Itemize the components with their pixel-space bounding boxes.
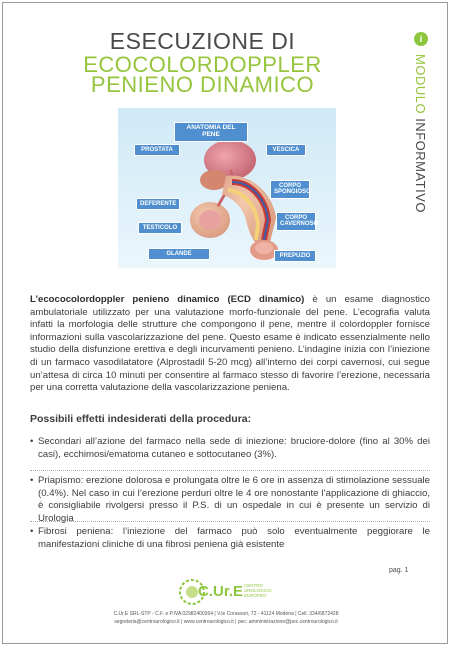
bullet-dot: • xyxy=(30,526,34,537)
footer-line-2: segreteria@centrourologico.it | www.centrourologico.it | pec: amministrazione@pec.centrourologico.it xyxy=(114,619,338,625)
effects-title: Possibili effetti indesiderati della procedura: xyxy=(30,413,252,425)
label-anatomia: ANATOMIA DEL PENE xyxy=(174,122,248,142)
info-icon: i xyxy=(414,32,428,46)
side-label-modulo: MODULO xyxy=(413,54,428,115)
label-vescica: VESCICA xyxy=(266,144,306,156)
effect-item xyxy=(30,475,430,525)
intro-bold-lead: L’ecococolordoppler penieno dinamico (ECD dinamico) xyxy=(30,294,305,305)
label-deferente: DEFERENTE xyxy=(136,198,180,210)
logo-sub xyxy=(244,583,272,598)
label-glande: GLANDE xyxy=(148,248,210,260)
cure-logo xyxy=(176,577,286,609)
label-testicolo: TESTICOLO xyxy=(138,222,182,234)
effect-item xyxy=(30,526,430,551)
effect-item-text: Secondari all’azione del farmaco nella sede di iniezione: bruciore-dolore (fino al 30% dei casi), ecchimosi/ematoma cutaneo e sottocutaneo (3%). xyxy=(38,436,430,460)
side-label-informativo: INFORMATIVO xyxy=(413,118,428,213)
divider xyxy=(30,470,430,471)
effect-item xyxy=(30,436,430,461)
effect-item-text: Priapismo: erezione dolorosa e prolungata oltre le 6 ore in assenza di stimolazione sessuale (0.4%). Nel caso in cui l’erezione perduri oltre le 4 ore nonostante l’applicazione di ghiaccio, è consigliabile rivolgersi presso il P.S. di un ospedale in cui è presente un servizio di Urologia xyxy=(38,475,430,524)
title-line-1: ESECUZIONE DI xyxy=(109,28,296,54)
divider xyxy=(30,521,430,522)
logo-sub-1: CENTRO xyxy=(244,583,263,588)
label-prostata: PROSTATA xyxy=(134,144,180,156)
footer-line-1: C.Ur.E SRL-STP - C.F. e P.IVA 02982400364 | V.le Corassori, 72 - 41124 Modena | Cell. 334/6872428 xyxy=(113,611,339,617)
side-label xyxy=(413,54,428,213)
logo-sub-3: EUROPEO xyxy=(244,593,267,598)
intro-text: è un esame diagnostico ambulatoriale utilizzato per una valutazione morfo-funzionale del pene. L’ecografia valuta infatti la morfologia delle strutture che compongono il pene, mentre il colordoppler fornisce informazioni sulla vascolarizzazione del pene. Questo esame è indicato essenzialmente nello studio della disfunzione erettiva e degli incurvamenti penieno. L’indagine inizia con l’iniezione di un farmaco vasodilatatore (Alprostadil 5-20 mcg) all’interno dei corpi cavernosi, cui segue un’attesa di circa 10 minuti per consentire al farmaco stesso di favorire l’erezione, necessaria per una corretta valutazione della vascolarizzazione peniena. xyxy=(30,294,431,394)
title-line-2: ECOCOLORDOPPLER xyxy=(83,52,322,77)
intro-paragraph xyxy=(30,294,430,395)
bullet-dot: • xyxy=(30,475,34,486)
title-line-3: PENIENO DINAMICO xyxy=(90,72,315,97)
label-prepuzio: PREPUZIO xyxy=(274,250,316,262)
logo-text: C.Ur.E xyxy=(198,583,244,600)
label-corpo-spongioso: CORPO SPONGIOSO xyxy=(270,180,310,199)
effect-item-text: Fibrosi peniena: l’iniezione del farmaco può solo eventualmente peggiorare le manifestazioni cliniche di una fibrosi peniena già esistente xyxy=(38,526,430,550)
logo-sub-2: UROLOGICO xyxy=(244,588,272,593)
label-corpo-cavernoso: CORPO CAVERNOSO xyxy=(276,212,316,231)
bullet-dot: • xyxy=(30,436,34,447)
page-number: pag. 1 xyxy=(389,567,409,574)
anatomy-figure xyxy=(118,108,336,268)
